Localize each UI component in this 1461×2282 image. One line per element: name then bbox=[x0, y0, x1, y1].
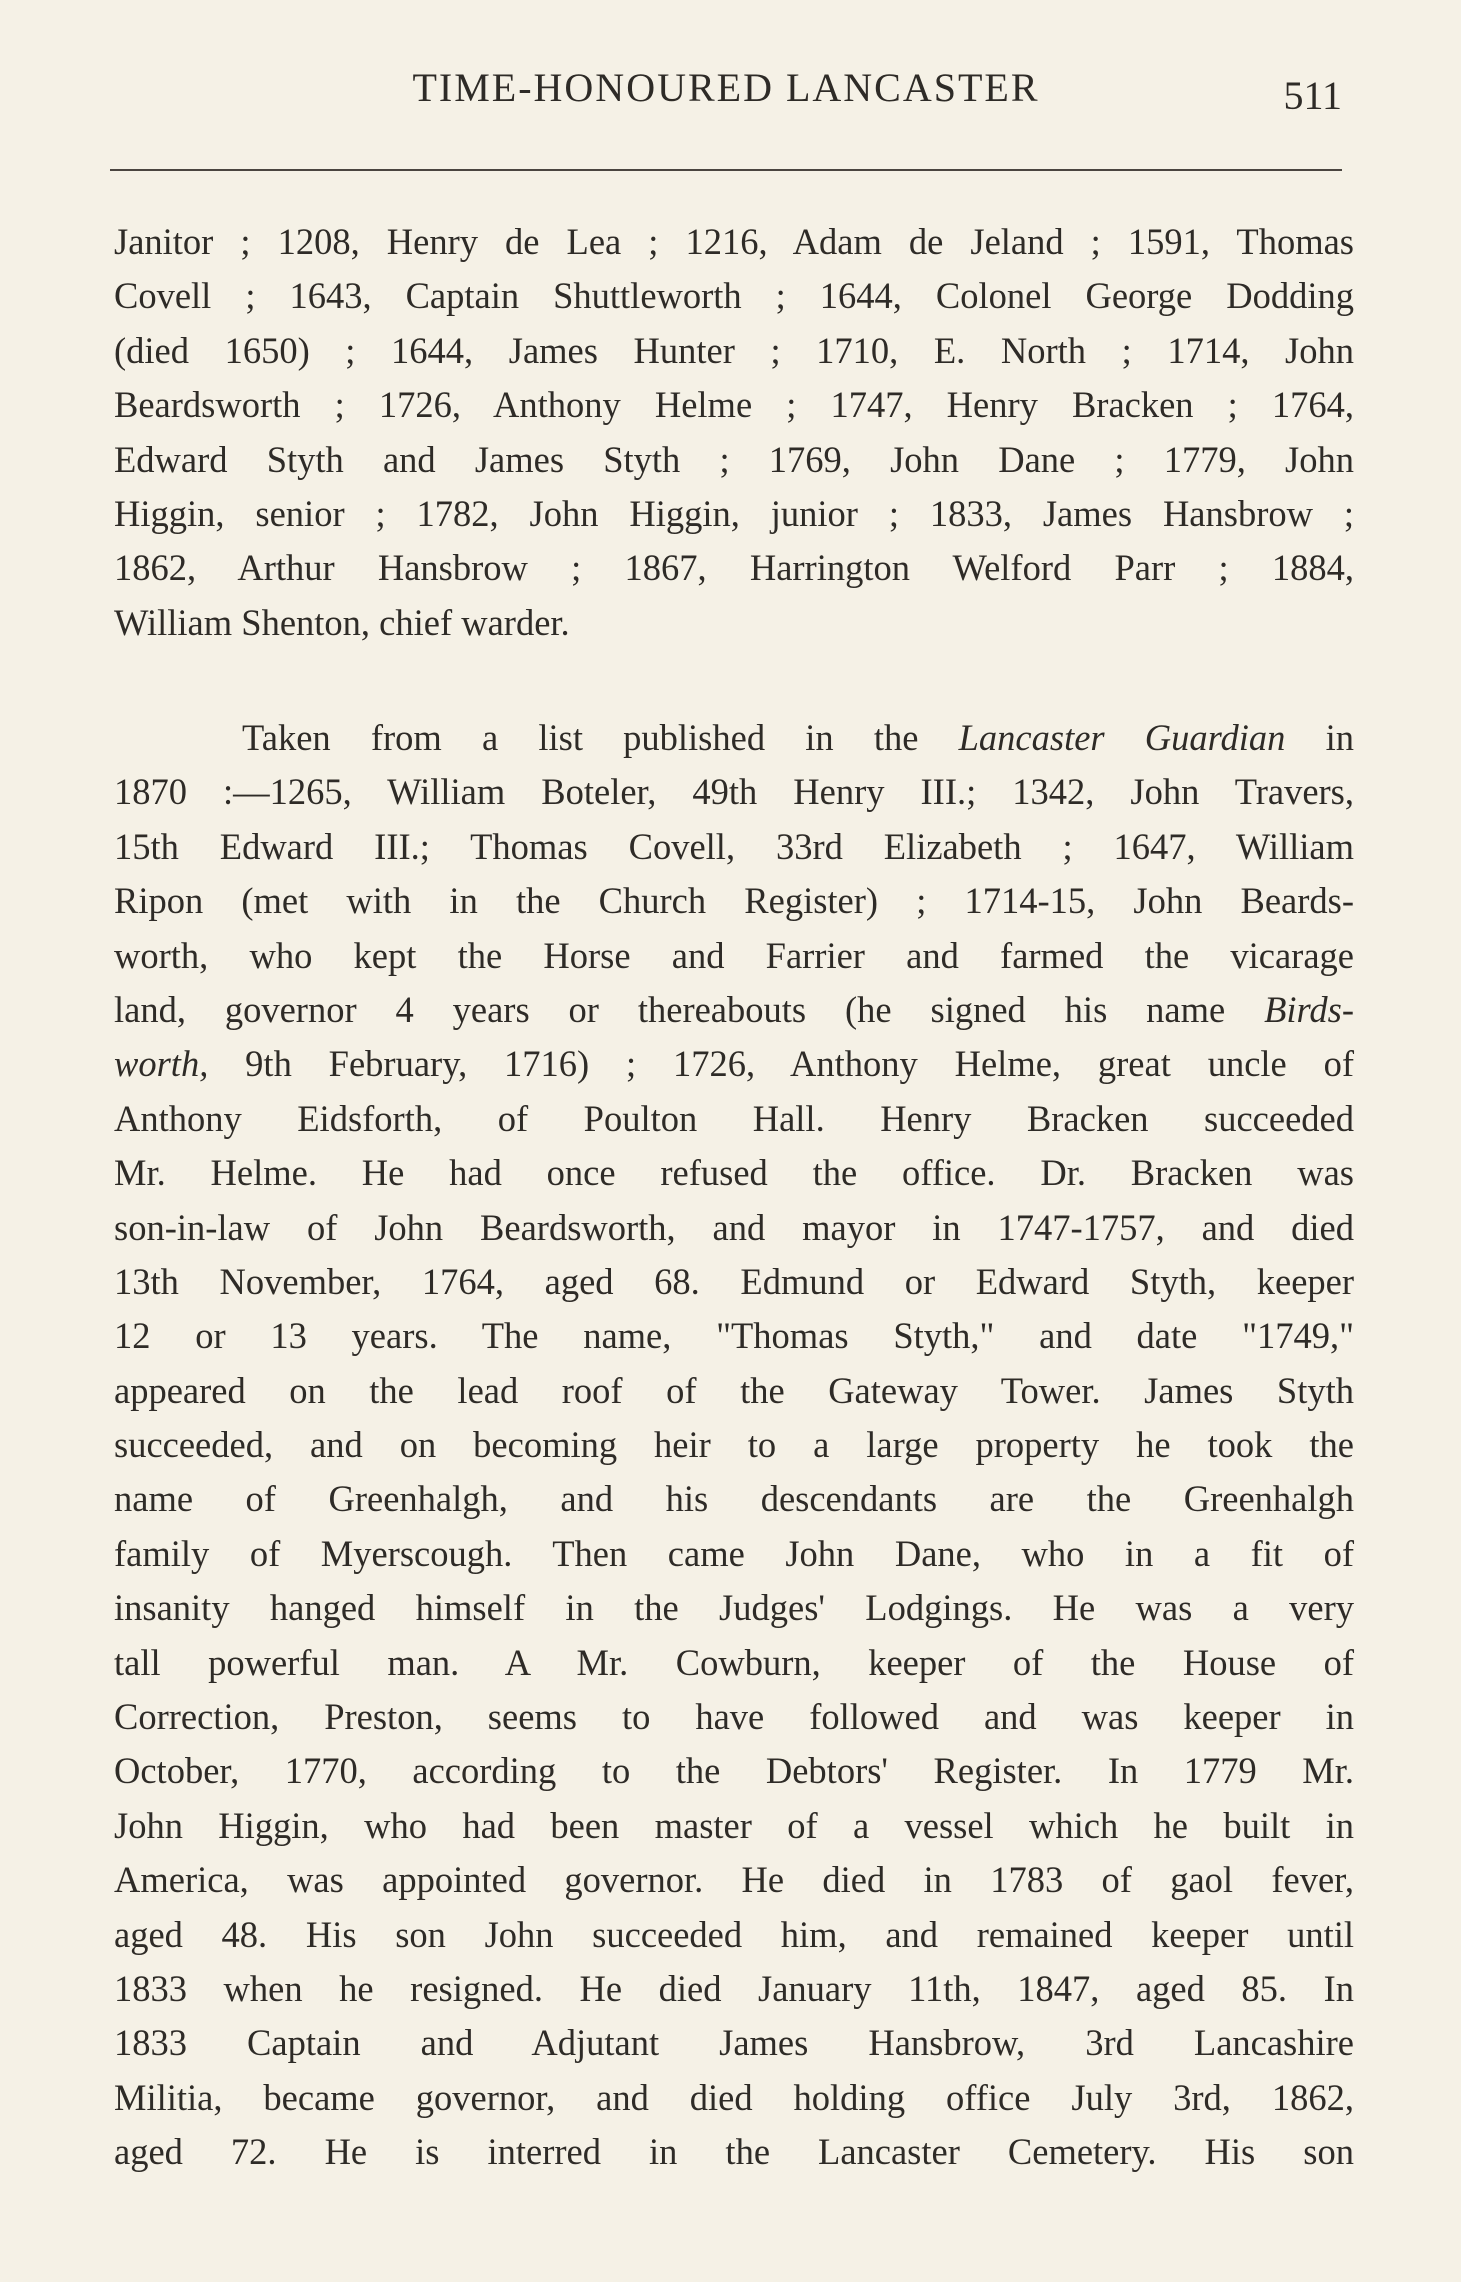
text-line: succeeded, and on becoming heir to a large property he took the bbox=[114, 1424, 1354, 1466]
text-line: 12 or 13 years. The name, "Thomas Styth," and date "1749," bbox=[114, 1315, 1354, 1357]
text-run: 9th February, 1716) ; 1726, Anthony Helme, great uncle of bbox=[208, 1043, 1354, 1085]
text-line: Ripon (met with in the Church Register) ; 1714-15, John Beards- bbox=[114, 880, 1354, 922]
text-line: (died 1650) ; 1644, James Hunter ; 1710, E. North ; 1714, John bbox=[114, 329, 1354, 371]
text-line: aged 72. He is interred in the Lancaster Cemetery. His son bbox=[114, 2131, 1354, 2173]
text-line bbox=[114, 1037, 1354, 1091]
signed-name: Birds- bbox=[1264, 988, 1354, 1030]
text-line: October, 1770, according to the Debtors' Register. In 1779 Mr. bbox=[114, 1750, 1354, 1792]
text-line: John Higgin, who had been master of a vessel which he built in bbox=[114, 1804, 1354, 1846]
text-line: William Shenton, chief warder. bbox=[114, 601, 570, 643]
text-line: 13th November, 1764, aged 68. Edmund or Edward Styth, keeper bbox=[114, 1260, 1354, 1302]
text-line: Militia, became governor, and died holding office July 3rd, 1862, bbox=[114, 2076, 1354, 2118]
text-line: name of Greenhalgh, and his descendants are the Greenhalgh bbox=[114, 1478, 1354, 1520]
text-line: tall powerful man. A Mr. Cowburn, keeper of the House of bbox=[114, 1641, 1354, 1683]
text-line: 1833 Captain and Adjutant James Hansbrow, 3rd Lancashire bbox=[114, 2022, 1354, 2064]
text-line: Mr. Helme. He had once refused the office. Dr. Bracken was bbox=[114, 1152, 1354, 1194]
newspaper-title: Lancaster Guardian bbox=[958, 717, 1286, 758]
header-rule bbox=[110, 169, 1342, 171]
text-run: land, governor 4 years or thereabouts (he signed his name bbox=[114, 988, 1265, 1030]
text-line: Correction, Preston, seems to have followed and was keeper in bbox=[114, 1696, 1354, 1738]
text-line: America, was appointed governor. He died in 1783 of gaol fever, bbox=[114, 1859, 1354, 1901]
text-line: insanity hanged himself in the Judges' Lodgings. He was a very bbox=[114, 1587, 1354, 1629]
text-line: Anthony Eidsforth, of Poulton Hall. Henry Bracken succeeded bbox=[114, 1097, 1354, 1139]
text-line: appeared on the lead roof of the Gateway Tower. James Styth bbox=[114, 1369, 1354, 1411]
text-line bbox=[114, 983, 1354, 1037]
text-line: 15th Edward III.; Thomas Covell, 33rd Elizabeth ; 1647, William bbox=[114, 825, 1354, 867]
text-line: 1862, Arthur Hansbrow ; 1867, Harrington Welford Parr ; 1884, bbox=[114, 547, 1354, 589]
text-line: Covell ; 1643, Captain Shuttleworth ; 1644, Colonel George Dodding bbox=[114, 275, 1354, 317]
page-number: 511 bbox=[1283, 73, 1342, 118]
signed-name: worth, bbox=[114, 1043, 209, 1085]
text-line: son-in-law of John Beardsworth, and mayor in 1747-1757, and died bbox=[114, 1206, 1354, 1248]
text-line: 1870 :—1265, William Boteler, 49th Henry III.; 1342, John Travers, bbox=[114, 771, 1354, 813]
text-line: aged 48. His son John succeeded him, and remained keeper until bbox=[114, 1913, 1354, 1955]
paragraph-lancaster-guardian-list bbox=[114, 711, 1354, 2180]
running-head bbox=[110, 62, 1342, 118]
text-run: Taken from a list published in the bbox=[242, 717, 959, 758]
text-line bbox=[114, 711, 1354, 765]
text-line: 1833 when he resigned. He died January 11th, 1847, aged 85. In bbox=[114, 1967, 1354, 2009]
text-line: Higgin, senior ; 1782, John Higgin, junior ; 1833, James Hansbrow ; bbox=[114, 492, 1354, 534]
text-line: Janitor ; 1208, Henry de Lea ; 1216, Adam de Jeland ; 1591, Thomas bbox=[114, 221, 1354, 262]
text-line: family of Myerscough. Then came John Dane, who in a fit of bbox=[114, 1532, 1354, 1574]
running-title: TIME-HONOURED LANCASTER bbox=[412, 65, 1040, 110]
text-line: Beardsworth ; 1726, Anthony Helme ; 1747, Henry Bracken ; 1764, bbox=[114, 384, 1354, 426]
text-line: Edward Styth and James Styth ; 1769, John Dane ; 1779, John bbox=[114, 438, 1354, 480]
paragraph-janitors-list bbox=[114, 215, 1354, 650]
text-run: in bbox=[1285, 717, 1354, 758]
text-line: worth, who kept the Horse and Farrier and farmed the vicarage bbox=[114, 934, 1354, 976]
